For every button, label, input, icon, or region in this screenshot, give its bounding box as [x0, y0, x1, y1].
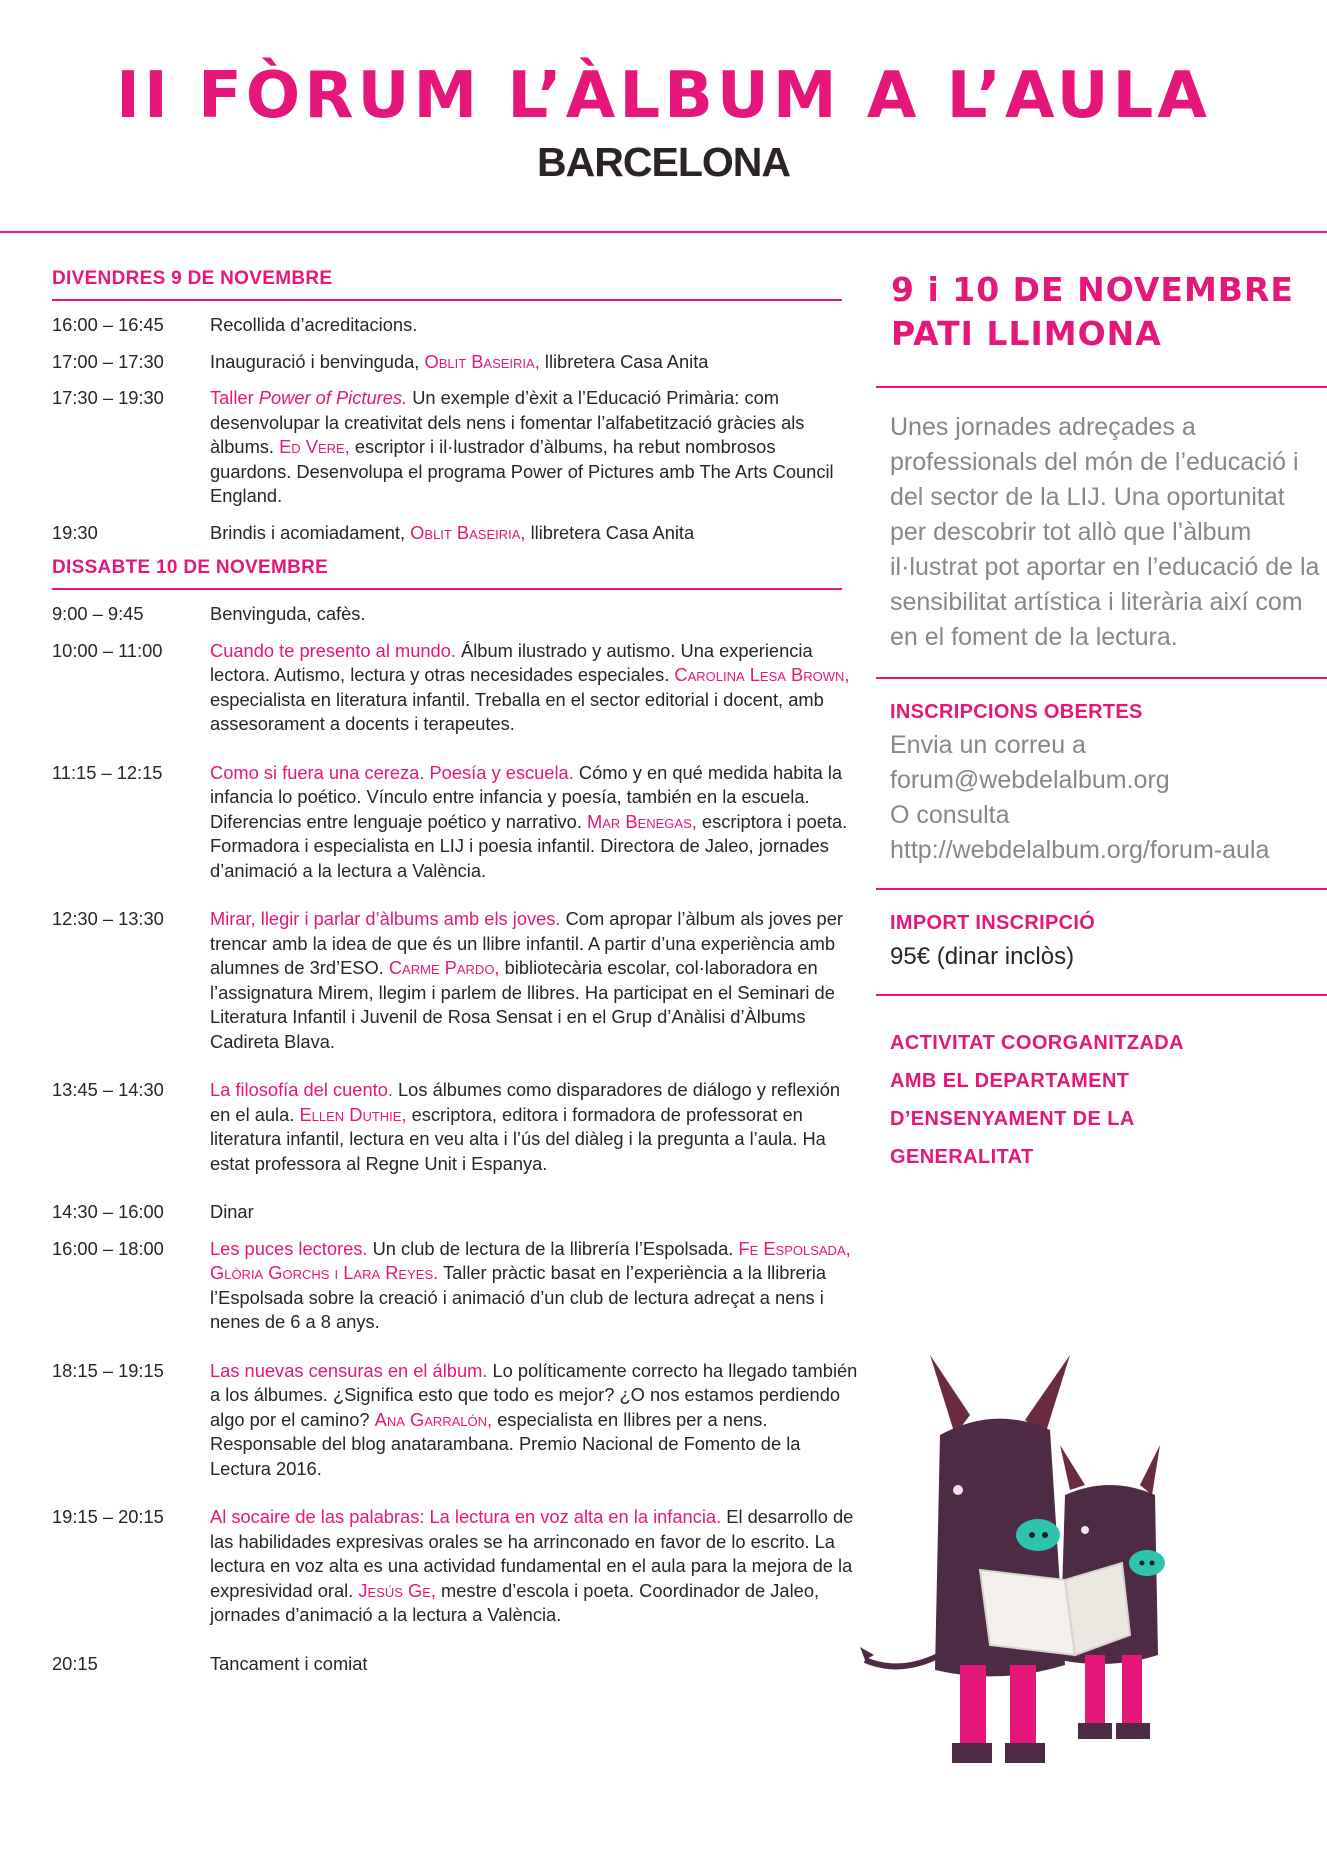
- schedule-description: [210, 521, 860, 546]
- speaker-name: Mar Benegas,: [587, 810, 697, 832]
- page-subtitle: BARCELONA: [537, 139, 790, 185]
- session-title: Cuando te presento al mundo.: [210, 639, 456, 661]
- schedule-description: [210, 313, 860, 338]
- schedule-time: 17:30 – 19:30: [52, 387, 164, 408]
- inscriptions-heading: INSCRIPCIONS OBERTES: [890, 701, 1143, 723]
- speaker-name: Ana Garralón,: [374, 1408, 493, 1430]
- inscriptions-line: O consulta: [890, 801, 1010, 829]
- schedule-row: [52, 639, 860, 737]
- sidebar-divider: [876, 994, 1327, 996]
- inscriptions-block: [890, 701, 1327, 868]
- speaker-bio: llibretera Casa Anita: [525, 521, 695, 543]
- schedule-time: 10:00 – 11:00: [52, 639, 163, 661]
- event-intro: Unes jornades adreçades a professionals del món de l’educació i del sector de la LIJ. Una oportunitat per descobrir tot allò que l’àlbum il·lustrat pot aportar en l’educació de la sensibilitat artística i literària així com en el foment de la lectura.: [890, 413, 1320, 651]
- schedule-time: 14:30 – 16:00: [52, 1201, 164, 1222]
- sidebar-divider: [876, 677, 1327, 679]
- schedule-description: [210, 350, 860, 375]
- schedule-row: [52, 1200, 860, 1225]
- schedule-time: 19:15 – 20:15: [52, 1506, 164, 1527]
- header: [0, 0, 1327, 232]
- session-summary: Los álbumes como disparadores de diálogo y reflexión en el aula.: [210, 1079, 841, 1125]
- coorganization-line: GENERALITAT: [890, 1146, 1034, 1168]
- speaker-bio: mestre d’escola i poeta. Coordinador de Jaleo, jornades d’animació a la lectura a València.: [210, 1579, 820, 1625]
- session-title: Taller: [210, 387, 259, 408]
- schedule-row: [52, 1359, 860, 1482]
- schedule-time: 13:45 – 14:30: [52, 1079, 164, 1100]
- session-summary: Com apropar l’àlbum als joves per trencar amb la idea de que és un llibre infantil. A partir d’una experiència amb alumnes de 3rd’ESO.: [210, 908, 843, 978]
- speaker-name: Carolina Lesa Brown,: [674, 664, 850, 685]
- speaker-name: Oblit Baseiria,: [424, 350, 540, 372]
- schedule-description: [210, 1652, 860, 1677]
- schedule-description: [210, 907, 860, 1054]
- coorganization-line: ACTIVITAT COORGANITZADA: [890, 1032, 1184, 1054]
- session-title: Les puces lectores.: [210, 1237, 368, 1259]
- inscriptions-email[interactable]: forum@webdelalbum.org: [890, 766, 1170, 794]
- session-summary: Cómo y en qué medida habita la infancia lo poético. Vínculo entre infancia y poesía, también en la escuela. Diferencias entre lenguaje poético y narrativo.: [210, 761, 843, 832]
- schedule-time: 19:30: [52, 521, 98, 543]
- schedule-row: [52, 1652, 860, 1677]
- coorganization-note: [890, 1024, 1327, 1176]
- schedule-description: [210, 1505, 860, 1628]
- schedule-row: [52, 1505, 860, 1628]
- schedule-time: 16:00 – 18:00: [52, 1237, 164, 1259]
- page-title: II FÒRUM L’ÀLBUM A L’AULA: [116, 59, 1211, 133]
- price-block: [890, 912, 1327, 974]
- schedule-description: [210, 602, 860, 627]
- event-dates-line: 9 i 10 DE NOVEMBRE: [891, 270, 1294, 309]
- schedule-row: [52, 907, 860, 1054]
- speaker-name: Ed Vere,: [279, 436, 350, 457]
- session-title: Mirar, llegir i parlar d’àlbums amb els joves.: [210, 908, 561, 929]
- schedule-time: 18:15 – 19:15: [52, 1359, 164, 1381]
- schedule-time: 12:30 – 13:30: [52, 908, 164, 929]
- session-summary: Brindis i acomiadament,: [210, 521, 411, 543]
- schedule-description: [210, 386, 860, 509]
- schedule-description: [210, 1078, 860, 1176]
- saturday-schedule: [52, 602, 860, 1676]
- schedule-time: 11:15 – 12:15: [52, 761, 163, 783]
- session-title: La filosofía del cuento.: [210, 1079, 393, 1100]
- schedule-time: 17:00 – 17:30: [52, 350, 164, 372]
- schedule-description: [210, 1200, 860, 1225]
- session-text: Dinar: [210, 1201, 254, 1222]
- speaker-bio: escriptor i il·lustrador d’àlbums, ha rebut nombrosos guardons. Desenvolupa el programa Power of Pictures amb The Arts Council England.: [210, 436, 834, 506]
- schedule-time: 16:00 – 16:45: [52, 314, 164, 335]
- speaker-bio: especialista en llibres per a nens. Responsable del blog anatarambana. Premio Nacional de Fomento de la Lectura 2016.: [210, 1408, 801, 1479]
- session-text: Tancament i comiat: [210, 1652, 368, 1674]
- schedule-description: [210, 1237, 860, 1335]
- schedule-row: [52, 386, 860, 509]
- sidebar-divider: [876, 888, 1327, 890]
- session-text: Recollida d’acreditacions.: [210, 314, 418, 335]
- session-summary: Un exemple d’èxit a l’Educació Primària: com desenvolupar la creativitat dels nens i fomentar l’alfabetització gràcies als àlbums.: [210, 387, 805, 457]
- coorganization-line: D’ENSENYAMENT DE LA: [890, 1108, 1135, 1130]
- speaker-name: Ellen Duthie,: [299, 1103, 407, 1125]
- price-heading: IMPORT INSCRIPCIÓ: [890, 912, 1096, 934]
- speaker-bio: bibliotecària escolar, col·laboradora en l’assignatura Mirem, llegim i parlem de llibres. Ha participat en el Seminari de Literatura Infantil i Juvenil de Rosa Sensat i en el Grup d’Anàlisi d’Àlbums Cadireta Blava.: [210, 957, 835, 1052]
- price-value: 95€ (dinar inclòs): [890, 943, 1075, 970]
- schedule-row: [52, 1078, 860, 1176]
- schedule-row: [52, 1237, 860, 1335]
- inscriptions-url[interactable]: http://webdelalbum.org/forum-aula: [890, 836, 1270, 864]
- event-dates: [891, 268, 1327, 356]
- speaker-name: Carme Pardo,: [388, 957, 500, 978]
- schedule-row: [52, 350, 860, 375]
- speaker-bio: especialista en literatura infantil. Treballa en el sector editorial i docent, amb assesorament a docents i terapeutes.: [210, 688, 824, 734]
- sidebar-divider: [876, 386, 1327, 388]
- session-summary: Álbum ilustrado y autismo. Una experiencia lectora. Autismo, lectura y otras necesidades especiales.: [210, 639, 813, 685]
- schedule-row: [52, 313, 860, 338]
- speaker-bio: llibretera Casa Anita: [539, 350, 709, 372]
- friday-heading: DIVENDRES 9 DE NOVEMBRE: [52, 268, 842, 301]
- session-text: Benvinguda, cafès.: [210, 603, 366, 624]
- inscriptions-line: Envia un correu a: [890, 731, 1086, 759]
- speaker-name: Fe Espolsada, Glòria Gorchs i Lara Reyes.: [210, 1237, 851, 1283]
- schedule-description: [210, 761, 860, 884]
- event-venue-line: PATI LLIMONA: [891, 314, 1162, 353]
- session-summary: Lo políticamente correcto ha llegado también a los álbumes. ¿Significa esto que todo es mejor? ¿O nos estamos perdiendo algo por el camino?: [210, 1359, 858, 1430]
- sidebar: [876, 268, 1327, 1176]
- speaker-name: Oblit Baseiria,: [410, 521, 526, 543]
- session-title: Las nuevas censuras en el álbum.: [210, 1359, 488, 1381]
- schedule-description: [210, 639, 860, 737]
- schedule-time: 20:15: [52, 1652, 98, 1674]
- speaker-name: Jesús Ge,: [358, 1579, 436, 1601]
- coorganization-line: AMB EL DEPARTAMENT: [890, 1070, 1130, 1092]
- session-title-italic: Power of Pictures.: [258, 387, 408, 408]
- two-bull-creatures-reading-book-icon: [860, 1325, 1200, 1775]
- saturday-heading: DISSABTE 10 DE NOVEMBRE: [52, 557, 842, 590]
- session-summary: Inauguració i benvinguda,: [210, 350, 425, 372]
- header-divider: [0, 231, 1327, 233]
- session-title: Como si fuera una cereza. Poesía y escuela.: [210, 761, 574, 783]
- speaker-bio: Taller pràctic basat en l’experiència a la llibreria l’Espolsada sobre la creació i animació d’un club de lectura adreçat a nens i nenes de 6 a 8 anys.: [210, 1262, 827, 1332]
- schedule-time: 9:00 – 9:45: [52, 603, 144, 624]
- speaker-bio: escriptora i poeta. Formadora i especialista en LIJ i poesia infantil. Directora de Jaleo, jornades d’animació a la lectura a València.: [210, 810, 848, 881]
- schedule-description: [210, 1359, 860, 1482]
- friday-schedule: [52, 313, 860, 545]
- programme: [52, 268, 860, 1688]
- schedule-row: [52, 602, 860, 627]
- session-summary: Un club de lectura de la llibrería l’Espolsada.: [367, 1237, 739, 1259]
- speaker-bio: escriptora, editora i formadora de professorat en literatura infantil, lectura en veu alta i l’ús del diàleg i la pregunta a l’aula. Ha estat professora al Regne Unit i Espanya.: [210, 1103, 826, 1174]
- session-summary: El desarrollo de las habilidades expresivas orales se ha arrinconado en favor de lo escrito. La lectura en voz alta es una actividad fundamental en el aula para la mejora de la expresividad oral.: [210, 1506, 854, 1601]
- schedule-row: [52, 761, 860, 884]
- schedule-row: [52, 521, 860, 546]
- session-title: Al socaire de las palabras: La lectura en voz alta en la infancia.: [210, 1506, 722, 1527]
